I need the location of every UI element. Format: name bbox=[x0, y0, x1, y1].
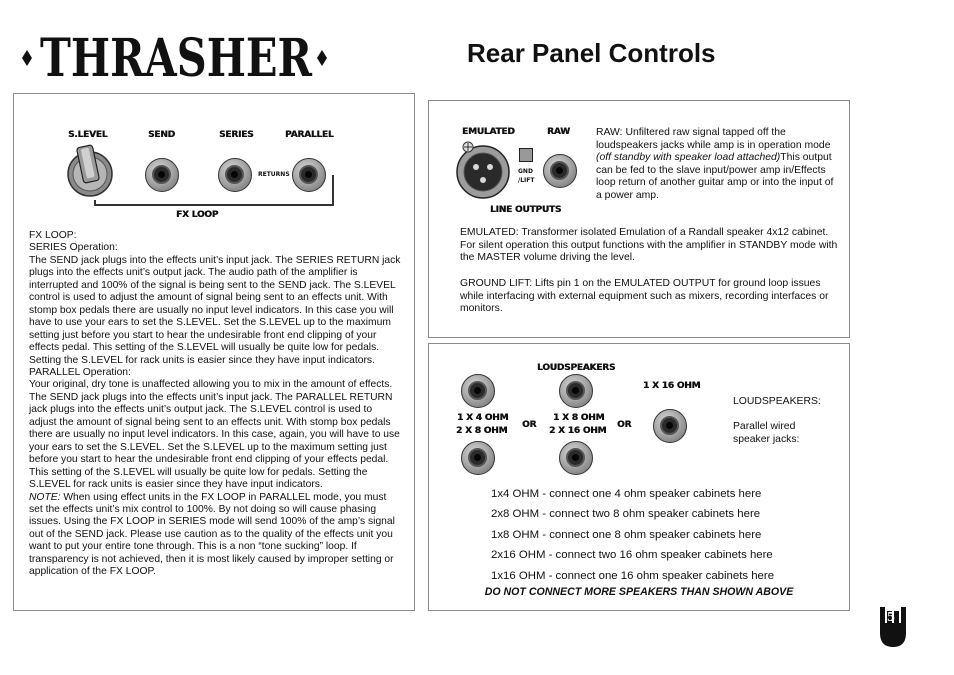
fx-loop-description bbox=[29, 230, 401, 579]
fx-loop-panel bbox=[13, 93, 415, 611]
send-label: SEND bbox=[148, 130, 175, 140]
speaker-warning: DO NOT CONNECT MORE SPEAKERS THAN SHOWN ABOVE bbox=[484, 586, 794, 598]
emulated-description: EMULATED: Transformer isolated Emulation of a Randall speaker 4x12 cabinet. For silent operation this output functions with the amplifier in STANDBY mode with the MASTER volume driving the level. bbox=[460, 227, 838, 264]
fx-loop-wire-bottom bbox=[94, 204, 334, 206]
parallel-label: PARALLEL bbox=[285, 130, 334, 140]
line-outputs-label: LINE OUTPUTS bbox=[490, 205, 562, 215]
speaker-connection-list bbox=[491, 484, 811, 586]
fx-loop-wire-right bbox=[332, 175, 334, 205]
line-outputs-panel bbox=[428, 100, 850, 338]
rock-hand-icon bbox=[872, 603, 912, 649]
one-x16-label: 1 X 16 OHM bbox=[643, 381, 701, 391]
logo-left-diamond bbox=[22, 50, 32, 66]
fx-loop-heading: FX LOOP: bbox=[29, 230, 77, 241]
emulated-label: EMULATED bbox=[462, 127, 515, 137]
series-return-jack[interactable] bbox=[218, 158, 252, 192]
page-title: Rear Panel Controls bbox=[467, 38, 716, 68]
two-x16-label: 2 X 16 OHM bbox=[549, 426, 607, 436]
s-level-label: S.LEVEL bbox=[68, 130, 108, 140]
two-x8-label: 2 X 8 OHM bbox=[456, 426, 508, 436]
fx-loop-label: FX LOOP bbox=[176, 210, 219, 220]
ground-lift-description: GROUND LIFT: Lifts pin 1 on the EMULATED OUTPUT for ground loop issues while interfacing with external equipment such as mixers, recording interfaces or monitors. bbox=[460, 278, 829, 315]
raw-description: RAW: Unfiltered raw signal tapped off the loudspeakers jacks while amp is in operation mode (off standby with speaker load attached)This output can be fed to the slave input/power amp in/Effects loop return of another guitar amp or into the input of a power amp. bbox=[596, 127, 834, 201]
list-item: 2x8 OHM - connect two 8 ohm speaker cabinets here bbox=[491, 508, 761, 521]
note-paragraph bbox=[29, 492, 401, 579]
loudspeakers-side-desc: Parallel wired speaker jacks: bbox=[733, 421, 800, 445]
series-body: The SEND jack plugs into the effects unit’s input jack. The SERIES RETURN jack plugs into the effects unit’s output jack. The audio path of the amplifier is interrupted and 100% of the signal is being sent to the SEND jack. The S.LEVEL control is used to adjust the amount of signal being sent to an effects unit. With stomp box pedals there are usually no input level indicators. In this case you will have to use your ears to set the S.LEVEL. Set the S.LEVEL up to the maximum setting just before you start to hear the undesirable front end clipping of your effects pedal. This setting of the S.LEVEL will usually be quite low for pedals. Setting the S.LEVEL for rack units is easier since they have input indicators. bbox=[29, 254, 401, 366]
note-body: When using effect units in the FX LOOP in PARALLEL mode, you must set the effects unit’s mix control to 100%. By not doing so will cause phasing issues. Using the FX LOOP in SERIES mode will send 100% of the amp’s signal out of the SEND jack. Please use caution as to the quality of the effects unit you want to put your entire tone through. This is a non “tone sucking” loop. If transparency is not achieved, then it is most likely caused by improper setting or application of the FX LOOP. bbox=[29, 491, 395, 578]
raw-label: RAW bbox=[547, 127, 570, 137]
list-item: 1x16 OHM - connect one 16 ohm speaker cabinets here bbox=[491, 569, 775, 582]
series-label: SERIES bbox=[219, 130, 254, 140]
note-label: NOTE: bbox=[29, 491, 61, 503]
lift-label: /LIFT bbox=[518, 177, 535, 184]
raw-output-jack[interactable] bbox=[543, 154, 577, 188]
speaker-jack-1x4[interactable] bbox=[461, 374, 495, 408]
parallel-body: Your original, dry tone is unaffected allowing you to mix in the amount of effects. The SEND jack plugs into the effects unit’s input jack. The PARALLEL RETURN jack plugs into the effects unit’s output jack. The S.LEVEL control is used to adjust the amount of signal being sent to an effects unit. With stomp box pedals there are usually no input level indicators. In this case, again, you will have to use your ears to set the S.LEVEL. Set the S.LEVEL up to the maximum setting just before you start to hear the undesirable front end clipping of your effects pedal. This setting of the S.LEVEL will usually be quite low for pedals. Setting the S.LEVEL for rack units is easier since they have input indicators. bbox=[29, 379, 400, 491]
send-jack[interactable] bbox=[145, 158, 179, 192]
list-item: 1x8 OHM - connect one 8 ohm speaker cabinets here bbox=[491, 528, 762, 541]
series-heading: SERIES Operation: bbox=[29, 242, 118, 254]
s-level-knob-icon[interactable] bbox=[66, 144, 116, 200]
loudspeakers-label: LOUDSPEAKERS bbox=[537, 363, 616, 373]
one-x4-label: 1 X 4 OHM bbox=[457, 413, 509, 423]
page-number: 5 bbox=[886, 610, 896, 624]
parallel-heading: PARALLEL Operation: bbox=[29, 366, 131, 378]
logo-right-diamond bbox=[317, 50, 327, 66]
or-label-2: OR bbox=[617, 420, 632, 430]
speaker-jack-2x8[interactable] bbox=[461, 441, 495, 475]
gnd-label: GND bbox=[518, 168, 533, 175]
list-item: 1x4 OHM - connect one 4 ohm speaker cabinets here bbox=[491, 488, 762, 500]
loudspeakers-panel bbox=[428, 343, 850, 611]
ground-lift-switch[interactable] bbox=[519, 148, 533, 162]
loudspeakers-side-title: LOUDSPEAKERS: bbox=[733, 396, 821, 407]
speaker-jack-2x16[interactable] bbox=[559, 441, 593, 475]
xlr-connector-icon[interactable] bbox=[450, 139, 512, 201]
or-label-1: OR bbox=[522, 420, 537, 430]
returns-label: RETURNS bbox=[258, 171, 290, 178]
list-item: 2x16 OHM - connect two 16 ohm speaker cabinets here bbox=[491, 549, 773, 562]
speaker-jack-1x8[interactable] bbox=[559, 374, 593, 408]
parallel-return-jack[interactable] bbox=[292, 158, 326, 192]
logo-brand-text: THRASHER bbox=[40, 28, 313, 89]
speaker-jack-1x16[interactable] bbox=[653, 409, 687, 443]
thrasher-logo bbox=[22, 28, 332, 89]
one-x8-label: 1 X 8 OHM bbox=[553, 413, 605, 423]
